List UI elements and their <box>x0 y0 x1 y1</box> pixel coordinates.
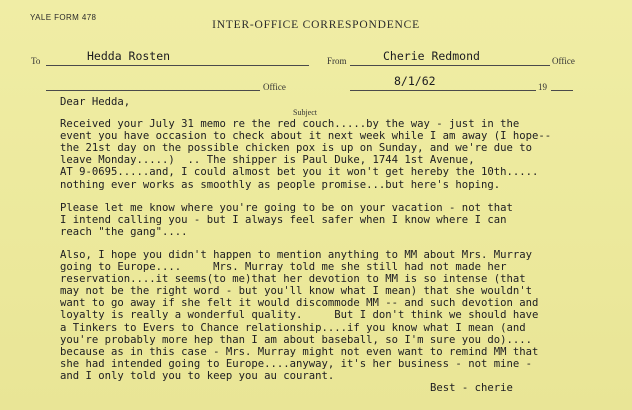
text-line: may not be the right word - but you'll know what I mean) that she wouldn't <box>60 285 532 298</box>
year-label: 19 <box>538 82 547 92</box>
from-office-label: Office <box>552 56 575 66</box>
text-line: AT 9-0695.....and, I could almost bet you it won't get hereby the 10th..... <box>60 166 539 179</box>
text-line: reservation....it seems(to me)that her devotion to MM is so intense (that <box>60 273 526 286</box>
text-line: I intend calling you - but I always feel safer when I know where I can <box>60 213 507 226</box>
letter-body <box>60 96 630 394</box>
from-name: Cherie Redmond <box>383 49 480 63</box>
to-name: Hedda Rosten <box>87 49 171 63</box>
text-line: event you have occasion to check about it next week while I am away (I hope-- <box>60 130 552 143</box>
text-line: loyalty is really a wonderful quality. But I don't think we should have <box>60 309 539 322</box>
paragraph-2 <box>60 202 630 238</box>
text-line: and I only told you to keep you au courant. <box>60 369 335 382</box>
text-line: nothing ever works as smoothly as people promise...but here's hoping. <box>60 178 501 191</box>
text-line: you're probably more hep than I am about baseball, so I'm sure you do).... <box>60 333 532 346</box>
text-line: going to Europe.... Mrs. Murray told me she still had not made her <box>60 261 507 274</box>
text-line: want to go away if she felt it would discommode MM -- and such devotion and <box>60 297 539 310</box>
text-line: Please let me know where you're going to be on your vacation - not that <box>60 201 513 214</box>
to-office-rule <box>46 90 260 91</box>
from-rule <box>350 65 550 66</box>
form-title: INTER-OFFICE CORRESPONDENCE <box>212 19 420 31</box>
text-line: reach "the gang".... <box>60 225 188 238</box>
subject-label: Subject <box>293 108 317 117</box>
paragraph-3 <box>60 249 630 382</box>
from-label: From <box>327 56 347 66</box>
to-label: To <box>31 56 41 66</box>
form-number: YALE FORM 478 <box>30 13 97 22</box>
text-line: a Tinkers to Evers to Chance relationship....if you know what I mean (and <box>60 321 526 334</box>
text-line: Received your July 31 memo re the red couch.....by the way - just in the <box>60 118 520 131</box>
memo-date: 8/1/62 <box>394 74 436 88</box>
signoff: Best - cherie <box>430 381 513 394</box>
paragraph-1 <box>60 118 630 191</box>
text-line: because as in this case - Mrs. Murray might not even want to remind MM that <box>60 345 539 358</box>
to-rule <box>46 65 309 66</box>
date-rule <box>350 90 536 91</box>
salutation: Dear Hedda, <box>60 96 131 108</box>
to-office-label: Office <box>263 82 286 92</box>
year-rule <box>551 90 573 91</box>
text-line: she had intended going to Europe....anyway, it's her business - not mine - <box>60 357 532 370</box>
text-line: Also, I hope you didn't happen to mention anything to MM about Mrs. Murray <box>60 248 532 261</box>
text-line: the 21st day on the possible chicken pox is up on Sunday, and we're due to <box>60 142 532 155</box>
text-line: leave Monday.....) .. The shipper is Paul Duke, 1744 1st Avenue, <box>60 154 475 167</box>
